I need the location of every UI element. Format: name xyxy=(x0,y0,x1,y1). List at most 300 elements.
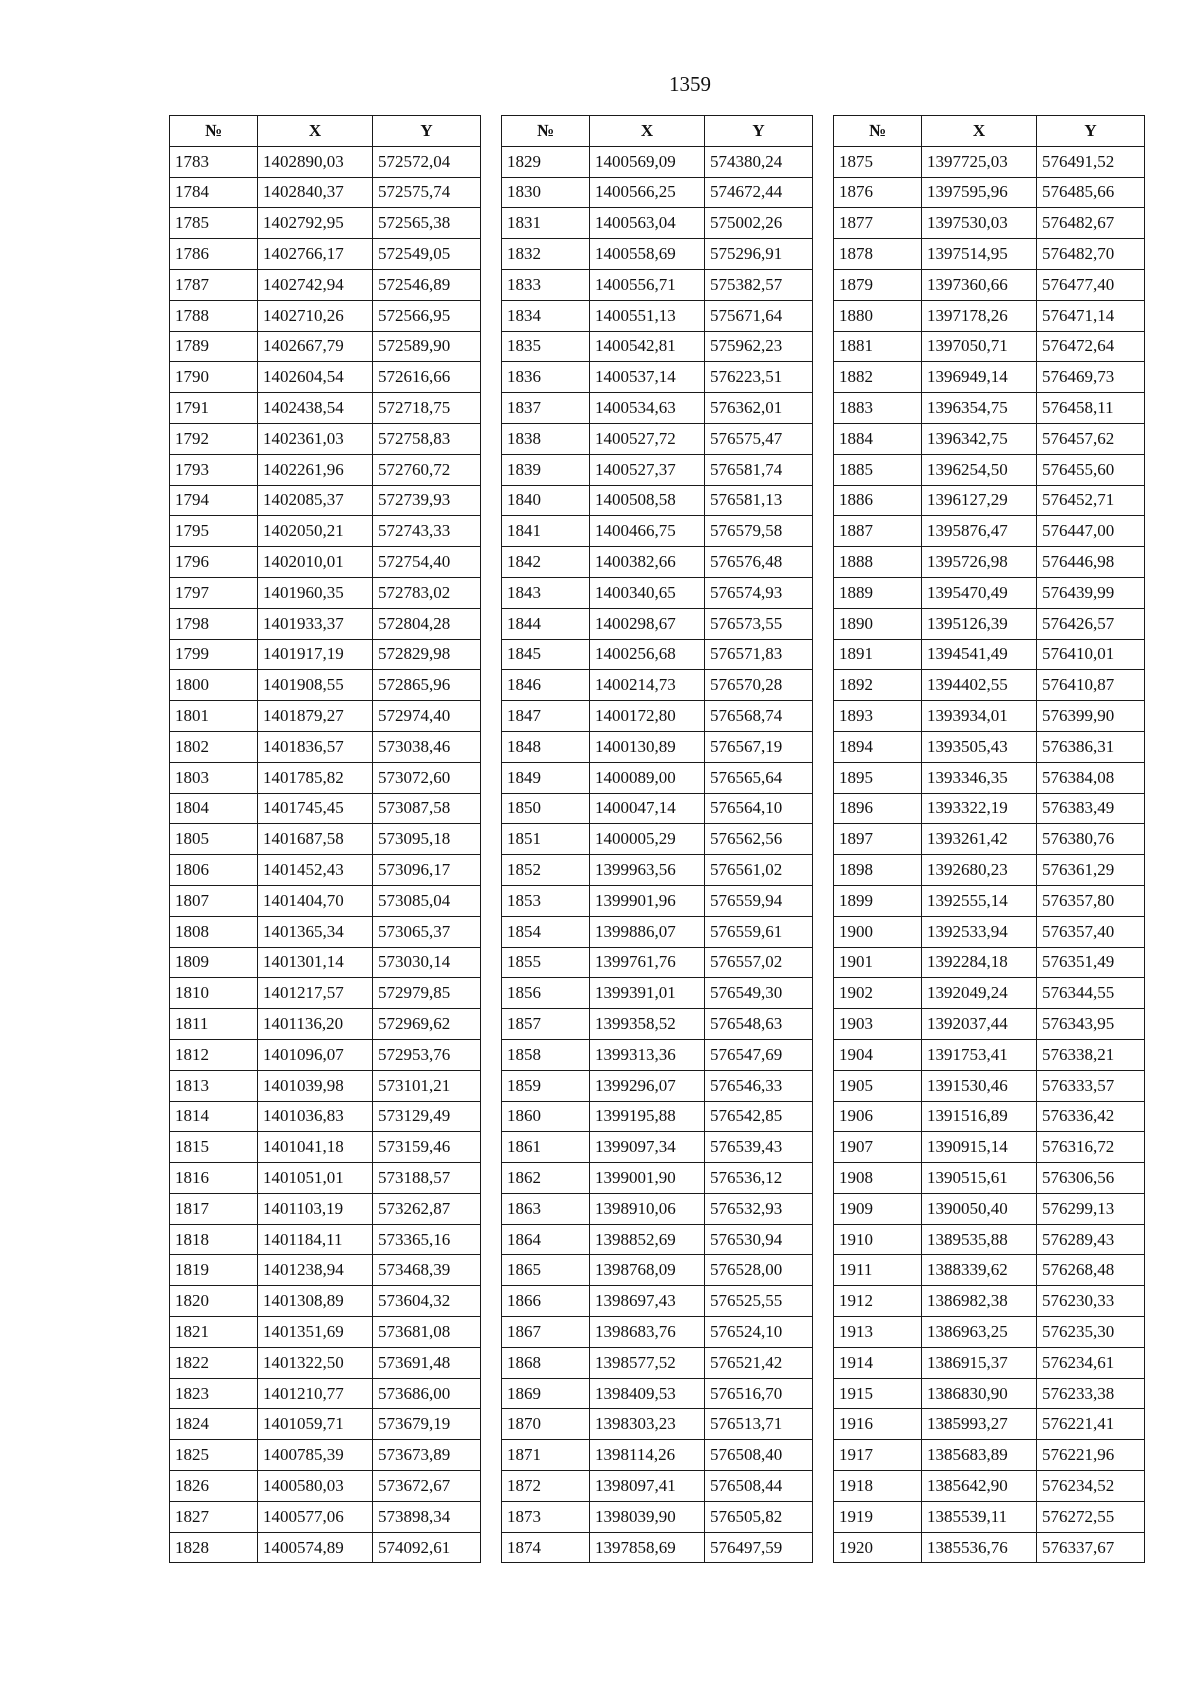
point-number-cell: 1824 xyxy=(170,1409,258,1440)
point-number-cell: 1799 xyxy=(170,639,258,670)
y-coordinate-cell: 576233,38 xyxy=(1037,1378,1145,1409)
table-row xyxy=(834,1193,1145,1224)
y-coordinate-cell: 572739,93 xyxy=(373,485,481,516)
x-coordinate-cell: 1401210,77 xyxy=(258,1378,373,1409)
table-row xyxy=(834,916,1145,947)
x-coordinate-cell: 1402261,96 xyxy=(258,454,373,485)
point-number-cell: 1854 xyxy=(502,916,590,947)
point-number-cell: 1885 xyxy=(834,454,922,485)
x-coordinate-cell: 1401039,98 xyxy=(258,1070,373,1101)
x-coordinate-cell: 1401136,20 xyxy=(258,1009,373,1040)
y-coordinate-cell: 576357,40 xyxy=(1037,916,1145,947)
y-coordinate-cell: 573159,46 xyxy=(373,1132,481,1163)
y-coordinate-cell: 572758,83 xyxy=(373,423,481,454)
x-coordinate-cell: 1399001,90 xyxy=(590,1163,705,1194)
x-coordinate-cell: 1388339,62 xyxy=(922,1255,1037,1286)
x-coordinate-cell: 1402890,03 xyxy=(258,146,373,177)
table-row xyxy=(502,516,813,547)
y-coordinate-cell: 575296,91 xyxy=(705,239,813,270)
table-row xyxy=(170,1255,481,1286)
table-row xyxy=(834,1317,1145,1348)
point-number-cell: 1882 xyxy=(834,362,922,393)
table-row xyxy=(834,300,1145,331)
y-coordinate-cell: 576485,66 xyxy=(1037,177,1145,208)
y-coordinate-cell: 572865,96 xyxy=(373,670,481,701)
table-row xyxy=(834,1101,1145,1132)
x-coordinate-cell: 1401365,34 xyxy=(258,916,373,947)
y-coordinate-cell: 576505,82 xyxy=(705,1501,813,1532)
x-coordinate-cell: 1394541,49 xyxy=(922,639,1037,670)
x-coordinate-cell: 1402792,95 xyxy=(258,208,373,239)
point-number-cell: 1859 xyxy=(502,1070,590,1101)
table-row xyxy=(834,208,1145,239)
point-number-cell: 1901 xyxy=(834,947,922,978)
y-coordinate-cell: 573681,08 xyxy=(373,1317,481,1348)
table-row xyxy=(502,639,813,670)
y-coordinate-cell: 573087,58 xyxy=(373,793,481,824)
y-coordinate-cell: 576576,48 xyxy=(705,547,813,578)
y-coordinate-cell: 576221,41 xyxy=(1037,1409,1145,1440)
table-row xyxy=(170,1409,481,1440)
y-coordinate-cell: 576491,52 xyxy=(1037,146,1145,177)
page-number: 1359 xyxy=(669,72,711,96)
table-row xyxy=(502,608,813,639)
point-number-cell: 1896 xyxy=(834,793,922,824)
table-row xyxy=(170,547,481,578)
header-row xyxy=(170,116,481,147)
y-coordinate-cell: 573096,17 xyxy=(373,855,481,886)
x-coordinate-cell: 1390515,61 xyxy=(922,1163,1037,1194)
x-coordinate-cell: 1395726,98 xyxy=(922,547,1037,578)
x-coordinate-cell: 1401452,43 xyxy=(258,855,373,886)
table-row xyxy=(834,1132,1145,1163)
x-coordinate-cell: 1396342,75 xyxy=(922,423,1037,454)
point-number-cell: 1858 xyxy=(502,1039,590,1070)
point-number-cell: 1835 xyxy=(502,331,590,362)
point-number-cell: 1850 xyxy=(502,793,590,824)
y-coordinate-cell: 576570,28 xyxy=(705,670,813,701)
x-coordinate-cell: 1401051,01 xyxy=(258,1163,373,1194)
y-coordinate-cell: 576380,76 xyxy=(1037,824,1145,855)
y-coordinate-cell: 576482,70 xyxy=(1037,239,1145,270)
table-row xyxy=(834,1224,1145,1255)
x-coordinate-cell: 1401184,11 xyxy=(258,1224,373,1255)
table-row xyxy=(170,1501,481,1532)
point-number-cell: 1857 xyxy=(502,1009,590,1040)
y-coordinate-cell: 576455,60 xyxy=(1037,454,1145,485)
x-coordinate-cell: 1400005,29 xyxy=(590,824,705,855)
y-coordinate-cell: 576351,49 xyxy=(1037,947,1145,978)
y-coordinate-cell: 572566,95 xyxy=(373,300,481,331)
y-coordinate-cell: 576333,57 xyxy=(1037,1070,1145,1101)
table-row xyxy=(834,177,1145,208)
y-coordinate-cell: 576344,55 xyxy=(1037,978,1145,1009)
x-coordinate-cell: 1385683,89 xyxy=(922,1440,1037,1471)
y-coordinate-cell: 576410,87 xyxy=(1037,670,1145,701)
x-coordinate-cell: 1400382,66 xyxy=(590,547,705,578)
table-row xyxy=(502,1070,813,1101)
y-coordinate-cell: 576457,62 xyxy=(1037,423,1145,454)
column-header-y: Y xyxy=(705,116,813,147)
table-row xyxy=(502,1132,813,1163)
x-coordinate-cell: 1390050,40 xyxy=(922,1193,1037,1224)
table-row xyxy=(170,947,481,978)
table-row xyxy=(834,762,1145,793)
table-row xyxy=(502,1009,813,1040)
point-number-cell: 1891 xyxy=(834,639,922,670)
table-row xyxy=(502,1501,813,1532)
x-coordinate-cell: 1399901,96 xyxy=(590,885,705,916)
table-row xyxy=(502,362,813,393)
table-row xyxy=(834,239,1145,270)
x-coordinate-cell: 1396127,29 xyxy=(922,485,1037,516)
point-number-cell: 1792 xyxy=(170,423,258,454)
table-row xyxy=(502,577,813,608)
table-row xyxy=(170,793,481,824)
x-coordinate-cell: 1398852,69 xyxy=(590,1224,705,1255)
x-coordinate-cell: 1400569,09 xyxy=(590,146,705,177)
table-row xyxy=(834,639,1145,670)
y-coordinate-cell: 576557,02 xyxy=(705,947,813,978)
x-coordinate-cell: 1402050,21 xyxy=(258,516,373,547)
point-number-cell: 1920 xyxy=(834,1532,922,1563)
y-coordinate-cell: 576548,63 xyxy=(705,1009,813,1040)
x-coordinate-cell: 1402010,01 xyxy=(258,547,373,578)
point-number-cell: 1801 xyxy=(170,701,258,732)
table-row xyxy=(170,177,481,208)
table-row xyxy=(502,1193,813,1224)
y-coordinate-cell: 576581,13 xyxy=(705,485,813,516)
column-header-number: № xyxy=(834,116,922,147)
y-coordinate-cell: 572565,38 xyxy=(373,208,481,239)
table-row xyxy=(502,885,813,916)
x-coordinate-cell: 1398039,90 xyxy=(590,1501,705,1532)
point-number-cell: 1826 xyxy=(170,1471,258,1502)
point-number-cell: 1806 xyxy=(170,855,258,886)
y-coordinate-cell: 576223,51 xyxy=(705,362,813,393)
y-coordinate-cell: 576234,52 xyxy=(1037,1471,1145,1502)
table-row xyxy=(170,300,481,331)
x-coordinate-cell: 1401059,71 xyxy=(258,1409,373,1440)
x-coordinate-cell: 1400534,63 xyxy=(590,393,705,424)
y-coordinate-cell: 576571,83 xyxy=(705,639,813,670)
y-coordinate-cell: 576471,14 xyxy=(1037,300,1145,331)
point-number-cell: 1838 xyxy=(502,423,590,454)
x-coordinate-cell: 1400551,13 xyxy=(590,300,705,331)
point-number-cell: 1844 xyxy=(502,608,590,639)
point-number-cell: 1811 xyxy=(170,1009,258,1040)
y-coordinate-cell: 576357,80 xyxy=(1037,885,1145,916)
point-number-cell: 1831 xyxy=(502,208,590,239)
y-coordinate-cell: 572616,66 xyxy=(373,362,481,393)
x-coordinate-cell: 1401217,57 xyxy=(258,978,373,1009)
point-number-cell: 1843 xyxy=(502,577,590,608)
y-coordinate-cell: 573065,37 xyxy=(373,916,481,947)
table-row xyxy=(170,423,481,454)
point-number-cell: 1867 xyxy=(502,1317,590,1348)
y-coordinate-cell: 576386,31 xyxy=(1037,731,1145,762)
column-header-y: Y xyxy=(1037,116,1145,147)
table-row xyxy=(834,885,1145,916)
y-coordinate-cell: 572754,40 xyxy=(373,547,481,578)
x-coordinate-cell: 1401351,69 xyxy=(258,1317,373,1348)
x-coordinate-cell: 1386830,90 xyxy=(922,1378,1037,1409)
point-number-cell: 1797 xyxy=(170,577,258,608)
table-row xyxy=(170,269,481,300)
column-header-number: № xyxy=(502,116,590,147)
y-coordinate-cell: 573673,89 xyxy=(373,1440,481,1471)
x-coordinate-cell: 1400466,75 xyxy=(590,516,705,547)
table-row xyxy=(834,1163,1145,1194)
point-number-cell: 1790 xyxy=(170,362,258,393)
x-coordinate-cell: 1401096,07 xyxy=(258,1039,373,1070)
y-coordinate-cell: 572974,40 xyxy=(373,701,481,732)
x-coordinate-cell: 1400785,39 xyxy=(258,1440,373,1471)
table-row xyxy=(502,731,813,762)
x-coordinate-cell: 1396354,75 xyxy=(922,393,1037,424)
y-coordinate-cell: 574672,44 xyxy=(705,177,813,208)
table-row xyxy=(834,731,1145,762)
table-row xyxy=(502,1255,813,1286)
x-coordinate-cell: 1400563,04 xyxy=(590,208,705,239)
point-number-cell: 1794 xyxy=(170,485,258,516)
y-coordinate-cell: 572572,04 xyxy=(373,146,481,177)
x-coordinate-cell: 1392049,24 xyxy=(922,978,1037,1009)
point-number-cell: 1823 xyxy=(170,1378,258,1409)
y-coordinate-cell: 573468,39 xyxy=(373,1255,481,1286)
y-coordinate-cell: 572829,98 xyxy=(373,639,481,670)
y-coordinate-cell: 573030,14 xyxy=(373,947,481,978)
point-number-cell: 1853 xyxy=(502,885,590,916)
y-coordinate-cell: 576338,21 xyxy=(1037,1039,1145,1070)
x-coordinate-cell: 1399296,07 xyxy=(590,1070,705,1101)
point-number-cell: 1889 xyxy=(834,577,922,608)
point-number-cell: 1800 xyxy=(170,670,258,701)
x-coordinate-cell: 1398303,23 xyxy=(590,1409,705,1440)
point-number-cell: 1897 xyxy=(834,824,922,855)
y-coordinate-cell: 576410,01 xyxy=(1037,639,1145,670)
table-row xyxy=(502,454,813,485)
point-number-cell: 1832 xyxy=(502,239,590,270)
point-number-cell: 1845 xyxy=(502,639,590,670)
point-number-cell: 1822 xyxy=(170,1347,258,1378)
point-number-cell: 1914 xyxy=(834,1347,922,1378)
x-coordinate-cell: 1402438,54 xyxy=(258,393,373,424)
table-row xyxy=(834,1039,1145,1070)
point-number-cell: 1878 xyxy=(834,239,922,270)
point-number-cell: 1816 xyxy=(170,1163,258,1194)
point-number-cell: 1894 xyxy=(834,731,922,762)
table-row xyxy=(834,362,1145,393)
table-row xyxy=(834,485,1145,516)
table-row xyxy=(834,1409,1145,1440)
table-row xyxy=(834,608,1145,639)
y-coordinate-cell: 574380,24 xyxy=(705,146,813,177)
column-header-y: Y xyxy=(373,116,481,147)
table-row xyxy=(170,1440,481,1471)
y-coordinate-cell: 572760,72 xyxy=(373,454,481,485)
y-coordinate-cell: 576574,93 xyxy=(705,577,813,608)
point-number-cell: 1830 xyxy=(502,177,590,208)
y-coordinate-cell: 573085,04 xyxy=(373,885,481,916)
point-number-cell: 1905 xyxy=(834,1070,922,1101)
point-number-cell: 1786 xyxy=(170,239,258,270)
point-number-cell: 1904 xyxy=(834,1039,922,1070)
y-coordinate-cell: 573365,16 xyxy=(373,1224,481,1255)
point-number-cell: 1834 xyxy=(502,300,590,331)
x-coordinate-cell: 1398114,26 xyxy=(590,1440,705,1471)
y-coordinate-cell: 576542,85 xyxy=(705,1101,813,1132)
x-coordinate-cell: 1397360,66 xyxy=(922,269,1037,300)
table-row xyxy=(170,516,481,547)
y-coordinate-cell: 572804,28 xyxy=(373,608,481,639)
y-coordinate-cell: 576579,58 xyxy=(705,516,813,547)
y-coordinate-cell: 576530,94 xyxy=(705,1224,813,1255)
x-coordinate-cell: 1400089,00 xyxy=(590,762,705,793)
point-number-cell: 1872 xyxy=(502,1471,590,1502)
header-row xyxy=(834,116,1145,147)
x-coordinate-cell: 1400527,37 xyxy=(590,454,705,485)
y-coordinate-cell: 576336,42 xyxy=(1037,1101,1145,1132)
x-coordinate-cell: 1391753,41 xyxy=(922,1039,1037,1070)
column-header-number: № xyxy=(170,116,258,147)
point-number-cell: 1783 xyxy=(170,146,258,177)
x-coordinate-cell: 1393505,43 xyxy=(922,731,1037,762)
point-number-cell: 1827 xyxy=(170,1501,258,1532)
x-coordinate-cell: 1401960,35 xyxy=(258,577,373,608)
y-coordinate-cell: 576235,30 xyxy=(1037,1317,1145,1348)
point-number-cell: 1851 xyxy=(502,824,590,855)
table-row xyxy=(502,1532,813,1563)
point-number-cell: 1918 xyxy=(834,1471,922,1502)
y-coordinate-cell: 576497,59 xyxy=(705,1532,813,1563)
x-coordinate-cell: 1398768,09 xyxy=(590,1255,705,1286)
y-coordinate-cell: 573672,67 xyxy=(373,1471,481,1502)
x-coordinate-cell: 1391530,46 xyxy=(922,1070,1037,1101)
table-row xyxy=(834,1440,1145,1471)
table-row xyxy=(170,1378,481,1409)
table-row xyxy=(834,1286,1145,1317)
y-coordinate-cell: 573095,18 xyxy=(373,824,481,855)
y-coordinate-cell: 573101,21 xyxy=(373,1070,481,1101)
y-coordinate-cell: 576337,67 xyxy=(1037,1532,1145,1563)
table-row xyxy=(502,547,813,578)
point-number-cell: 1864 xyxy=(502,1224,590,1255)
header-row xyxy=(502,116,813,147)
point-number-cell: 1880 xyxy=(834,300,922,331)
x-coordinate-cell: 1397178,26 xyxy=(922,300,1037,331)
x-coordinate-cell: 1398910,06 xyxy=(590,1193,705,1224)
point-number-cell: 1812 xyxy=(170,1039,258,1070)
point-number-cell: 1886 xyxy=(834,485,922,516)
table-row xyxy=(502,393,813,424)
table-row xyxy=(834,1070,1145,1101)
y-coordinate-cell: 576268,48 xyxy=(1037,1255,1145,1286)
table-row xyxy=(170,639,481,670)
point-number-cell: 1819 xyxy=(170,1255,258,1286)
table-row xyxy=(170,1471,481,1502)
x-coordinate-cell: 1392555,14 xyxy=(922,885,1037,916)
x-coordinate-cell: 1392533,94 xyxy=(922,916,1037,947)
table-row xyxy=(170,146,481,177)
table-row xyxy=(502,1286,813,1317)
y-coordinate-cell: 575962,23 xyxy=(705,331,813,362)
point-number-cell: 1810 xyxy=(170,978,258,1009)
x-coordinate-cell: 1400574,89 xyxy=(258,1532,373,1563)
point-number-cell: 1808 xyxy=(170,916,258,947)
table-row xyxy=(170,485,481,516)
table-row xyxy=(170,701,481,732)
table-row xyxy=(170,1317,481,1348)
table-row xyxy=(502,701,813,732)
y-coordinate-cell: 576573,55 xyxy=(705,608,813,639)
point-number-cell: 1803 xyxy=(170,762,258,793)
y-coordinate-cell: 576561,02 xyxy=(705,855,813,886)
y-coordinate-cell: 572575,74 xyxy=(373,177,481,208)
x-coordinate-cell: 1393346,35 xyxy=(922,762,1037,793)
table-row xyxy=(834,269,1145,300)
y-coordinate-cell: 576546,33 xyxy=(705,1070,813,1101)
point-number-cell: 1821 xyxy=(170,1317,258,1348)
x-coordinate-cell: 1401933,37 xyxy=(258,608,373,639)
table-row xyxy=(170,454,481,485)
x-coordinate-cell: 1401785,82 xyxy=(258,762,373,793)
point-number-cell: 1881 xyxy=(834,331,922,362)
y-coordinate-cell: 576549,30 xyxy=(705,978,813,1009)
x-coordinate-cell: 1397858,69 xyxy=(590,1532,705,1563)
x-coordinate-cell: 1396254,50 xyxy=(922,454,1037,485)
y-coordinate-cell: 576272,55 xyxy=(1037,1501,1145,1532)
table-row xyxy=(170,1070,481,1101)
table-row xyxy=(834,855,1145,886)
point-number-cell: 1785 xyxy=(170,208,258,239)
table-row xyxy=(834,947,1145,978)
table-row xyxy=(170,1132,481,1163)
x-coordinate-cell: 1401687,58 xyxy=(258,824,373,855)
x-coordinate-cell: 1400508,58 xyxy=(590,485,705,516)
table-row xyxy=(502,762,813,793)
x-coordinate-cell: 1397725,03 xyxy=(922,146,1037,177)
table-row xyxy=(502,1409,813,1440)
x-coordinate-cell: 1399195,88 xyxy=(590,1101,705,1132)
table-row xyxy=(170,824,481,855)
point-number-cell: 1791 xyxy=(170,393,258,424)
x-coordinate-cell: 1399391,01 xyxy=(590,978,705,1009)
point-number-cell: 1884 xyxy=(834,423,922,454)
x-coordinate-cell: 1401238,94 xyxy=(258,1255,373,1286)
point-number-cell: 1848 xyxy=(502,731,590,762)
x-coordinate-cell: 1400340,65 xyxy=(590,577,705,608)
y-coordinate-cell: 575382,57 xyxy=(705,269,813,300)
y-coordinate-cell: 576525,55 xyxy=(705,1286,813,1317)
x-coordinate-cell: 1401036,83 xyxy=(258,1101,373,1132)
point-number-cell: 1870 xyxy=(502,1409,590,1440)
table-row xyxy=(502,947,813,978)
table-row xyxy=(170,577,481,608)
point-number-cell: 1915 xyxy=(834,1378,922,1409)
x-coordinate-cell: 1402766,17 xyxy=(258,239,373,270)
y-coordinate-cell: 573604,32 xyxy=(373,1286,481,1317)
x-coordinate-cell: 1397514,95 xyxy=(922,239,1037,270)
point-number-cell: 1804 xyxy=(170,793,258,824)
point-number-cell: 1846 xyxy=(502,670,590,701)
y-coordinate-cell: 576568,74 xyxy=(705,701,813,732)
x-coordinate-cell: 1393322,19 xyxy=(922,793,1037,824)
point-number-cell: 1875 xyxy=(834,146,922,177)
x-coordinate-cell: 1401322,50 xyxy=(258,1347,373,1378)
point-number-cell: 1912 xyxy=(834,1286,922,1317)
y-coordinate-cell: 574092,61 xyxy=(373,1532,481,1563)
